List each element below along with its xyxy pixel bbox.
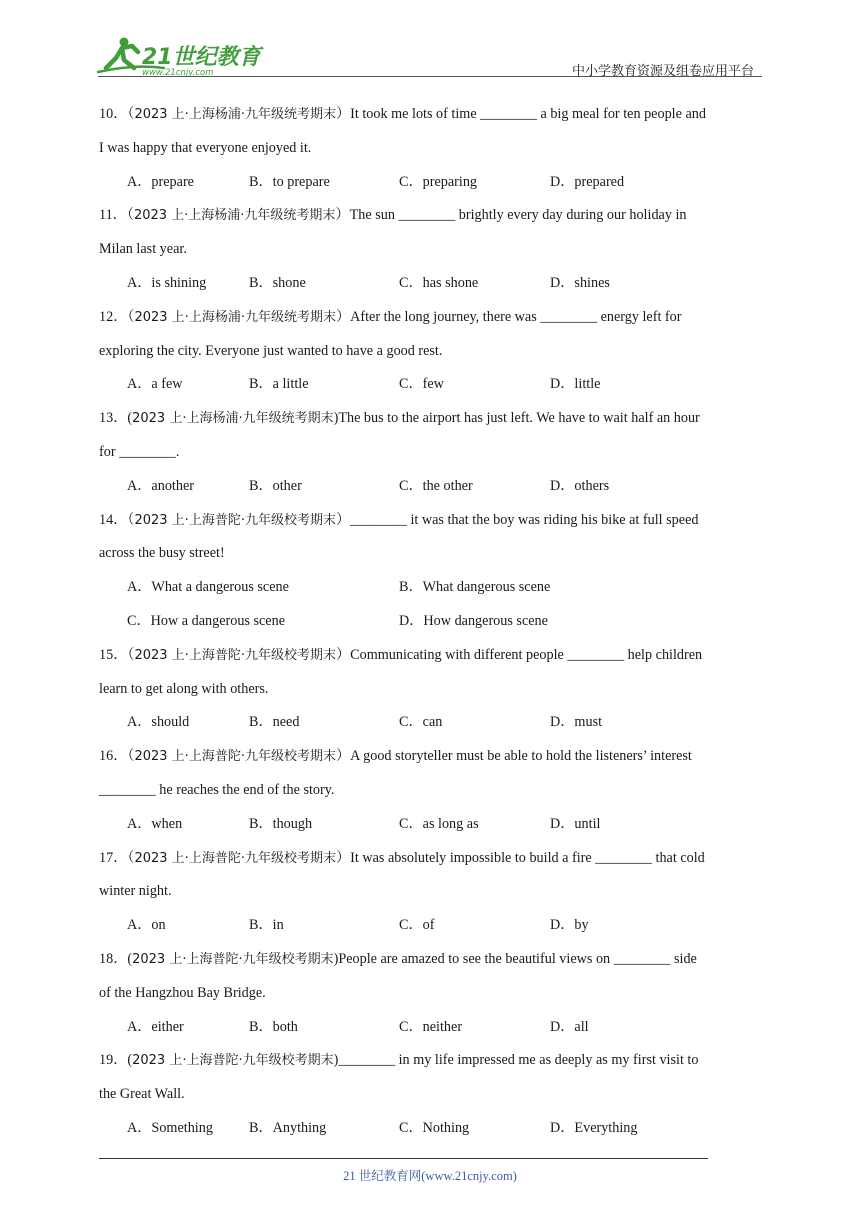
- options-row: [99, 267, 763, 301]
- answer-option-c[interactable]: C．the other: [399, 477, 473, 494]
- question-item: [99, 740, 763, 841]
- question-stem-line-1: [99, 402, 763, 436]
- question-source: 2023 上·上海普陀·九年级校考期末: [134, 850, 336, 866]
- answer-option-a[interactable]: A．should: [127, 714, 190, 731]
- question-text: ）It took me lots of time ________ a big meal for ten people and: [335, 106, 706, 122]
- options-row: [99, 1011, 763, 1045]
- site-logo[interactable]: [94, 34, 264, 78]
- footer-text[interactable]: 21 世纪教育网(www.21cnjy.com): [343, 1169, 517, 1183]
- question-text: )________ in my life impressed me as deeply as my first visit to: [333, 1052, 699, 1069]
- answer-option-c[interactable]: C．Nothing: [399, 1119, 470, 1136]
- options-row: [99, 706, 763, 740]
- options-row: [99, 571, 763, 605]
- answer-option-a[interactable]: A．prepare: [127, 173, 194, 190]
- question-stem-line-1: [99, 842, 763, 876]
- options-row: [99, 1112, 763, 1146]
- question-number: 17．（: [99, 849, 135, 866]
- answer-option-d[interactable]: D．until: [550, 815, 601, 832]
- question-stem-line-2: across the busy street!: [99, 545, 225, 562]
- question-stem-line-2: ________ he reaches the end of the story.: [99, 781, 335, 798]
- question-item: [99, 842, 763, 943]
- question-stem-line-1: [99, 943, 763, 977]
- answer-option-c[interactable]: C．has shone: [399, 274, 479, 291]
- question-number: 11．（: [99, 207, 134, 224]
- question-stem-line-1: [99, 301, 763, 335]
- logo-runner-icon: [94, 34, 264, 78]
- answer-option-a[interactable]: A．is shining: [127, 274, 207, 291]
- answer-option-b[interactable]: B．in: [249, 917, 284, 934]
- answer-option-b[interactable]: B．What dangerous scene: [399, 579, 551, 596]
- question-stem-line-1: [99, 639, 763, 673]
- logo-url: www.21cnjy.com: [142, 68, 214, 78]
- question-source: 2023 上·上海杨浦·九年级统考期末: [134, 107, 336, 122]
- question-source: 2023 上·上海普陀·九年级校考期末: [132, 1053, 334, 1069]
- question-text: )The bus to the airport has just left. We have to wait half an hour: [333, 410, 700, 427]
- question-item: [99, 504, 763, 639]
- question-text: ）It was absolutely impossible to build a fire ________ that cold: [335, 849, 705, 866]
- answer-option-c[interactable]: C．neither: [399, 1018, 463, 1035]
- answer-option-d[interactable]: D．little: [550, 376, 601, 393]
- question-item: [99, 98, 763, 199]
- answer-option-d[interactable]: D．Everything: [550, 1119, 638, 1136]
- options-row: [99, 470, 763, 504]
- header-divider: [98, 76, 762, 77]
- options-row: [99, 808, 763, 842]
- question-stem-line-1: [99, 740, 763, 774]
- question-stem-line-1: [99, 98, 763, 132]
- answer-option-b[interactable]: B．a little: [249, 376, 309, 393]
- question-stem-line-2: Milan last year.: [99, 241, 187, 258]
- question-stem-line-2: learn to get along with others.: [99, 680, 269, 697]
- answer-option-c[interactable]: C．preparing: [399, 173, 478, 190]
- answer-option-d[interactable]: D．others: [550, 477, 610, 494]
- answer-option-c[interactable]: C．can: [399, 714, 443, 731]
- question-number: 12．（: [99, 308, 135, 325]
- answer-option-a[interactable]: A．on: [127, 917, 166, 934]
- question-source: 2023 上·上海普陀·九年级校考期末: [134, 749, 336, 765]
- question-source: 2023 上·上海杨浦·九年级统考期末: [132, 411, 334, 427]
- answer-option-a[interactable]: A．Something: [127, 1119, 213, 1136]
- answer-option-b[interactable]: B．to prepare: [249, 173, 330, 190]
- question-stem-line-1: [99, 504, 763, 538]
- answer-option-d[interactable]: D．prepared: [550, 173, 625, 190]
- options-row: [99, 909, 763, 943]
- answer-option-c[interactable]: C．How a dangerous scene: [127, 612, 285, 629]
- question-list: [99, 98, 763, 1146]
- question-stem-line-1: [99, 199, 763, 233]
- answer-option-a[interactable]: A．either: [127, 1018, 184, 1035]
- question-number: 16．（: [99, 748, 135, 765]
- answer-option-a[interactable]: A．another: [127, 477, 194, 494]
- question-item: [99, 301, 763, 402]
- question-item: [99, 639, 763, 740]
- question-text: ）Communicating with different people ________ help children: [335, 646, 703, 663]
- answer-option-d[interactable]: D．shines: [550, 274, 610, 291]
- answer-option-d[interactable]: D．all: [550, 1018, 589, 1035]
- question-number: 13．(: [99, 410, 133, 427]
- answer-option-b[interactable]: B．Anything: [249, 1119, 327, 1136]
- question-text: ）The sun ________ brightly every day during our holiday in: [335, 207, 687, 224]
- options-row: [99, 605, 763, 639]
- answer-option-b[interactable]: B．though: [249, 815, 313, 832]
- question-item: [99, 1044, 763, 1145]
- question-text: ）A good storyteller must be able to hold the listeners’ interest: [335, 748, 692, 765]
- question-stem-line-2: the Great Wall.: [99, 1086, 185, 1103]
- question-text: ）After the long journey, there was ________ energy left for: [335, 308, 682, 325]
- question-stem-line-2: I was happy that everyone enjoyed it.: [99, 139, 312, 156]
- answer-option-b[interactable]: B．shone: [249, 274, 306, 291]
- question-number: 19．(: [99, 1052, 133, 1069]
- answer-option-c[interactable]: C．as long as: [399, 815, 479, 832]
- question-stem-line-2: exploring the city. Everyone just wanted to have a good rest.: [99, 342, 443, 359]
- answer-option-b[interactable]: B．need: [249, 714, 300, 731]
- answer-option-a[interactable]: A．when: [127, 815, 183, 832]
- question-number: 15．（: [99, 646, 135, 663]
- answer-option-c[interactable]: C．few: [399, 376, 444, 393]
- logo-text: 21世纪教育: [142, 45, 261, 70]
- question-source: 2023 上·上海普陀·九年级校考期末: [134, 647, 336, 663]
- options-row: [99, 166, 763, 200]
- question-text: )People are amazed to see the beautiful views on ________ side: [333, 950, 697, 967]
- question-item: [99, 402, 763, 503]
- question-number: 10．（: [99, 106, 135, 122]
- answer-option-d[interactable]: D．by: [550, 917, 589, 934]
- answer-option-d[interactable]: D．How dangerous scene: [399, 612, 548, 629]
- answer-option-b[interactable]: B．other: [249, 477, 302, 494]
- answer-option-a[interactable]: A．What a dangerous scene: [127, 579, 289, 596]
- question-stem-line-2: of the Hangzhou Bay Bridge.: [99, 984, 266, 1001]
- answer-option-b[interactable]: B．both: [249, 1018, 298, 1035]
- footer-divider: [99, 1158, 708, 1159]
- question-stem-line-1: [99, 1044, 763, 1078]
- options-row: [99, 368, 763, 402]
- question-stem-line-2: for ________.: [99, 443, 180, 460]
- answer-option-c[interactable]: C．of: [399, 917, 435, 934]
- question-source: 2023 上·上海杨浦·九年级统考期末: [133, 208, 336, 224]
- question-number: 14．（: [99, 511, 135, 528]
- page-header: [0, 0, 860, 82]
- answer-option-a[interactable]: A．a few: [127, 376, 183, 393]
- question-number: 18．(: [99, 950, 133, 967]
- question-source: 2023 上·上海普陀·九年级校考期末: [134, 512, 336, 528]
- question-source: 2023 上·上海普陀·九年级校考期末: [132, 951, 334, 967]
- question-item: [99, 199, 763, 300]
- answer-option-d[interactable]: D．must: [550, 714, 603, 731]
- question-text: ）________ it was that the boy was riding his bike at full speed: [335, 511, 699, 528]
- question-stem-line-2: winter night.: [99, 883, 172, 900]
- platform-title: 中小学教育资源及组卷应用平台: [571, 64, 754, 79]
- question-source: 2023 上·上海杨浦·九年级统考期末: [134, 309, 336, 325]
- question-item: [99, 943, 763, 1044]
